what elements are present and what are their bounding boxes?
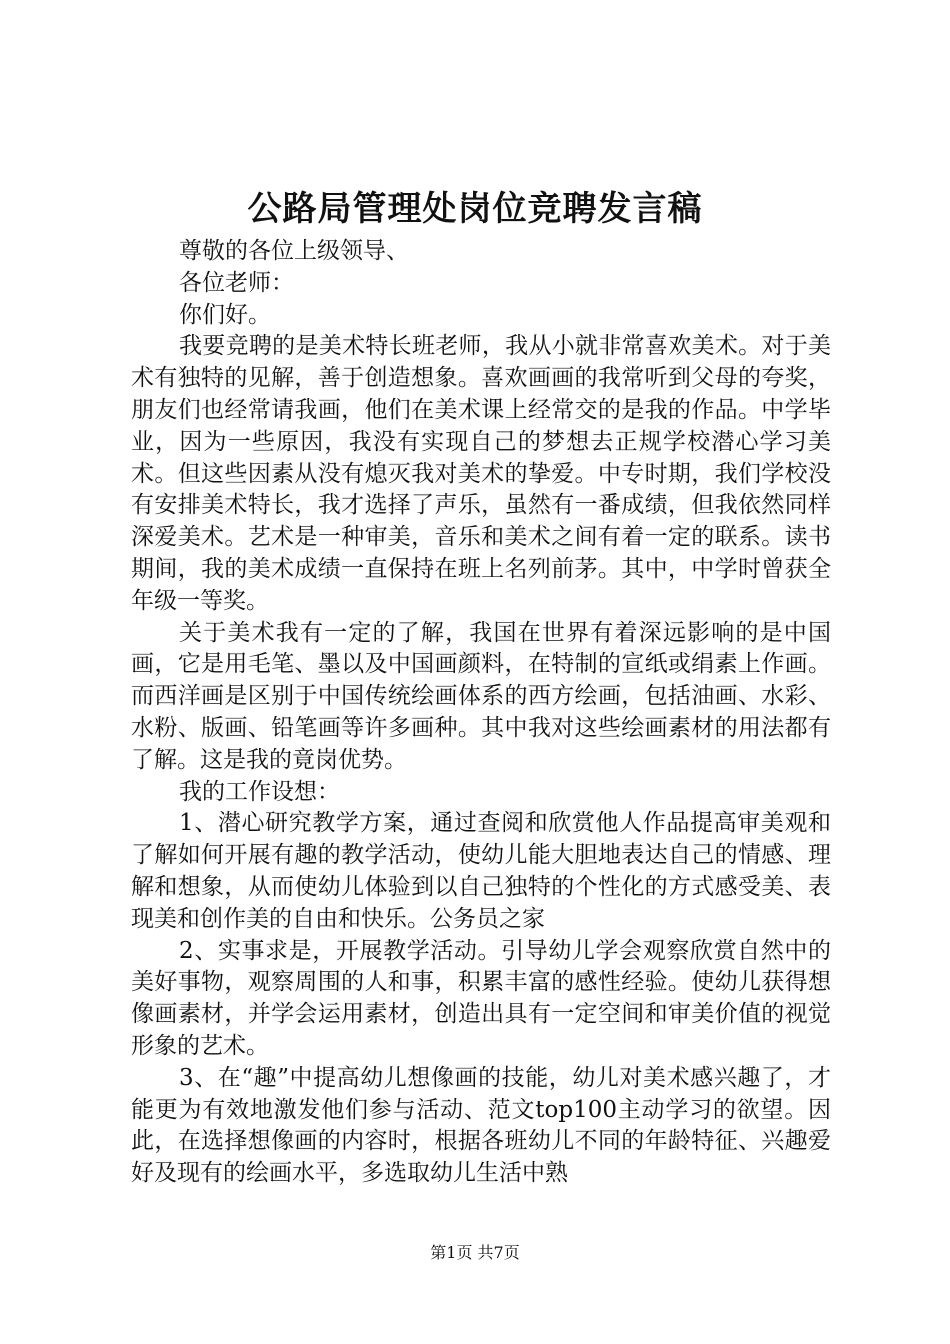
salutation-line-1: 尊敬的各位上级领导、 xyxy=(179,238,409,264)
paragraph-background: 我要竞聘的是美术特长班老师，我从小就非常喜欢美术。对于美术有独特的见解，善于创造想象。喜欢画画的我常听到父母的夸奖，朋友们也经常请我画，他们在美术课上经常交的是我的作品。中学毕业，因为一些原因，我没有实现自己的梦想去正规学校潜心学习美术。但这些因素从没有熄灭我对美术的挚爱。中专时期，我们学校没有安排美术特长，我才选择了声乐，虽然有一番成绩，但我依然同样深爱美术。艺术是一种审美，音乐和美术之间有着一定的联系。读书期间，我的美术成绩一直保持在班上名列前茅。其中，中学时曾获全年级一等奖。 xyxy=(131,333,831,614)
document-title: 公路局管理处岗位竞聘发言稿 xyxy=(247,189,703,229)
paragraph-knowledge: 关于美术我有一定的了解，我国在世界有着深远影响的是中国画，它是用毛笔、墨以及中国画颜料，在特制的宣纸或绢素上作画。而西洋画是区别于中国传统绘画体系的西方绘画，包括油画、水彩、水粉、版画、铅笔画等许多画种。其中我对这些绘画素材的用法都有了解。这是我的竟岗优势。 xyxy=(131,619,831,773)
document-body xyxy=(131,236,831,1190)
work-plan-item-2: 2、实事求是，开展教学活动。引导幼儿学会观察欣赏自然中的美好事物，观察周围的人和事，积累丰富的感性经验。使幼儿获得想像画素材，并学会运用素材，创造出具有一定空间和审美价值的视觉形象的艺术。 xyxy=(131,937,831,1059)
work-plan-heading: 我的工作设想： xyxy=(179,778,340,805)
greeting: 你们好。 xyxy=(179,301,271,328)
page-number-footer: 第1页 共7页 xyxy=(430,1243,520,1262)
work-plan-item-3: 3、在“趣”中提高幼儿想像画的技能，幼儿对美术感兴趣了，才能更为有效地激发他们参与活动、范文top100主动学习的欲望。因此，在选择想像画的内容时，根据各班幼儿不同的年龄特征、兴趣爱好及现有的绘画水平，多选取幼儿生活中熟 xyxy=(131,1064,831,1187)
work-plan-item-1: 1、潜心研究教学方案，通过查阅和欣赏他人作品提高审美观和了解如何开展有趣的教学活动，使幼儿能大胆地表达自己的情感、理解和想象，从而使幼儿体验到以自己独特的个性化的方式感受美、表现美和创作美的自由和快乐。公务员之家 xyxy=(131,810,831,932)
salutation-line-2: 各位老师： xyxy=(179,269,294,296)
